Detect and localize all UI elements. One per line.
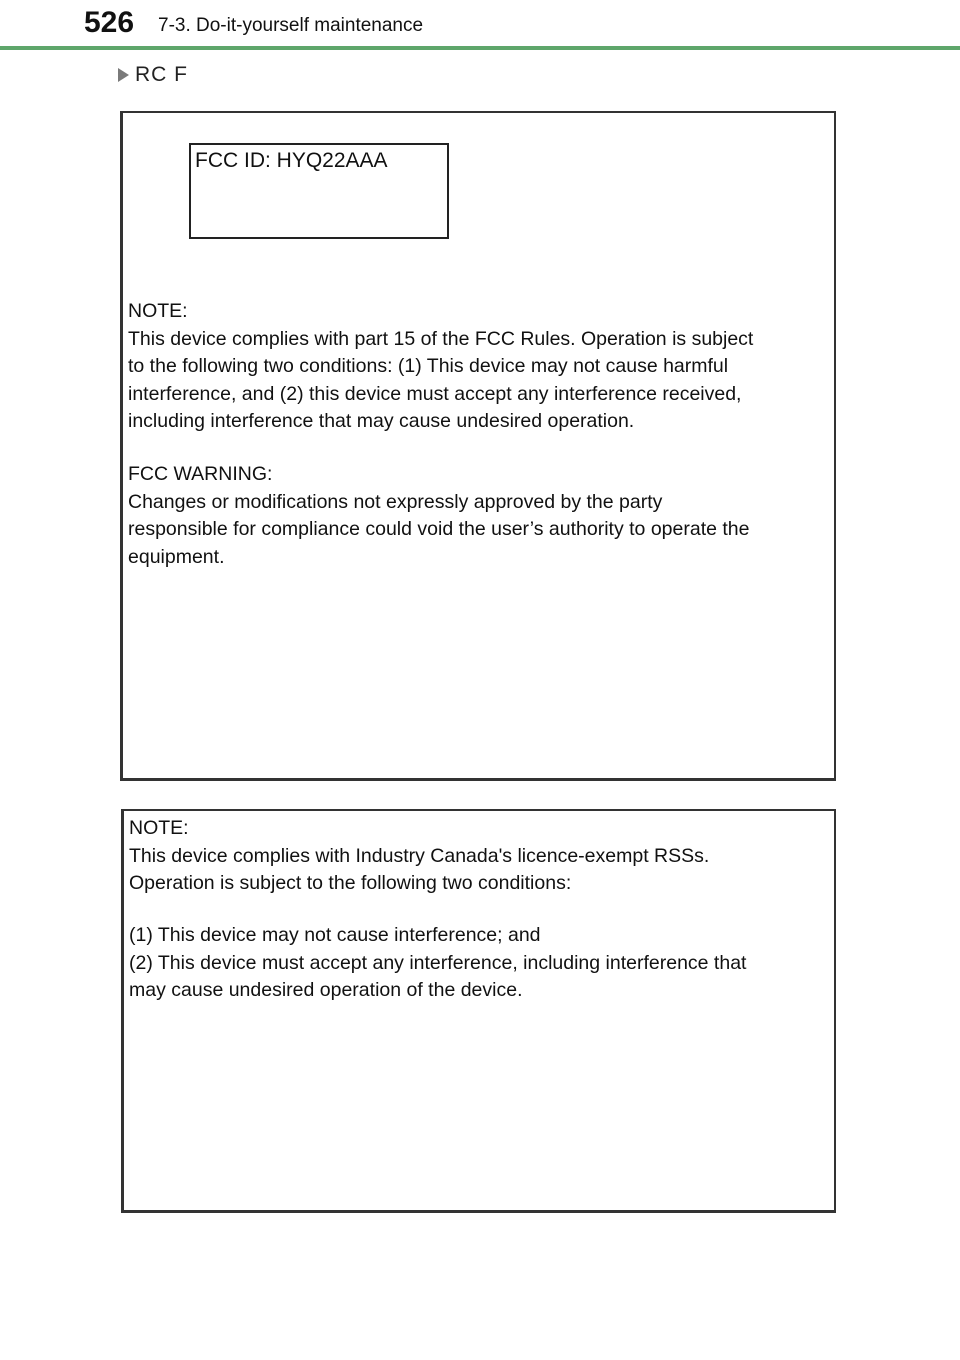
fcc-note-heading: NOTE: <box>128 300 188 322</box>
fcc-note-line: including interference that may cause undesired operation. <box>128 410 635 432</box>
fcc-id-box <box>189 143 449 239</box>
model-label: RC F <box>135 63 188 86</box>
canada-condition-line: may cause undesired operation of the device. <box>129 979 523 1001</box>
fcc-note <box>128 298 753 436</box>
page-number: 526 <box>84 6 135 39</box>
fcc-label-box <box>120 111 836 781</box>
fcc-warning-line: equipment. <box>128 545 225 568</box>
fcc-warning-line: Changes or modifications not expressly approved by the party <box>128 490 663 513</box>
canada-note <box>129 815 709 898</box>
fcc-note-line: interference, and (2) this device must accept any interference received, <box>128 382 742 405</box>
header-divider <box>0 46 960 50</box>
fcc-id-text: FCC ID: HYQ22AAA <box>195 149 388 172</box>
page-header <box>0 0 960 50</box>
triangle-arrow-icon <box>118 68 129 82</box>
section-title: 7-3. Do-it-yourself maintenance <box>158 15 424 36</box>
canada-conditions <box>129 922 746 1005</box>
fcc-warning <box>128 461 749 571</box>
fcc-note-line: This device complies with part 15 of the FCC Rules. Operation is subject <box>128 327 754 350</box>
canada-label-box <box>121 809 836 1213</box>
canada-note-heading: NOTE: <box>129 817 189 839</box>
fcc-note-line: to the following two conditions: (1) This device may not cause harmful <box>128 355 729 377</box>
model-subheading <box>118 62 188 88</box>
fcc-warning-heading: FCC WARNING: <box>128 463 273 485</box>
canada-condition-line: (2) This device must accept any interference, including interference that <box>129 951 747 974</box>
canada-note-line: Operation is subject to the following two conditions: <box>129 872 572 894</box>
canada-condition-line: (1) This device may not cause interference; and <box>129 924 541 946</box>
fcc-warning-line: responsible for compliance could void the user’s authority to operate the <box>128 518 750 540</box>
canada-note-line: This device complies with Industry Canada's licence-exempt RSSs. <box>129 844 710 867</box>
